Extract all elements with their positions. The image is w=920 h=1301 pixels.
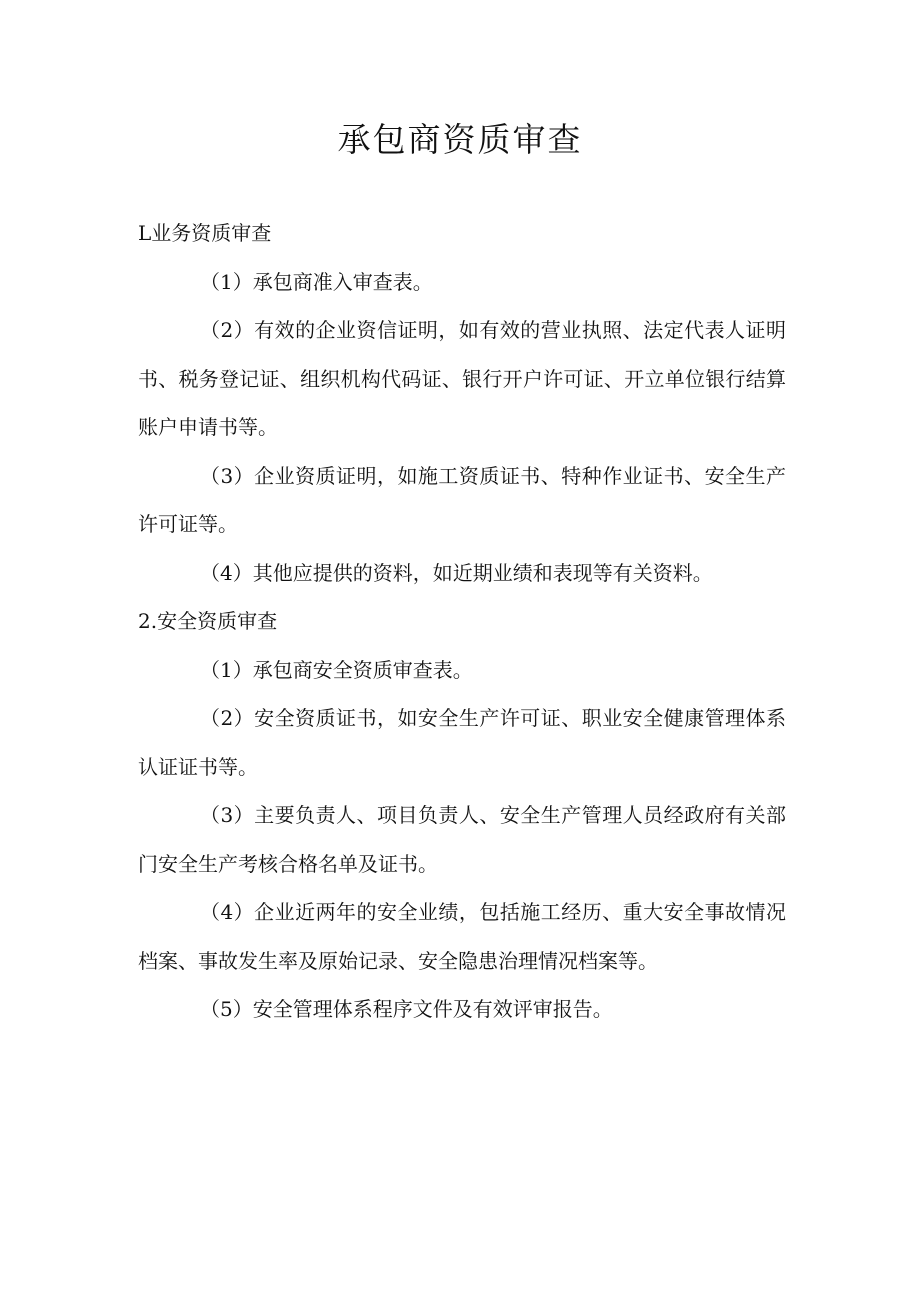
- paragraph: （5）安全管理体系程序文件及有效评审报告。: [200, 997, 613, 1021]
- paragraph: （2）有效的企业资信证明，如有效的营业执照、法定代表人证明书、税务登记证、组织机构代码证、银行开户许可证、开立单位银行结算账户申请书等。: [138, 318, 786, 439]
- section-heading-business: L业务资质审查: [138, 221, 272, 245]
- paragraph: （1）承包商安全资质审查表。: [200, 657, 473, 682]
- paragraph: （4）企业近两年的安全业绩，包括施工经历、重大安全事故情况档案、事故发生率及原始记录、安全隐患治理情况档案等。: [138, 900, 786, 973]
- paragraph: （4）其他应提供的资料，如近期业绩和表现等有关资料。: [200, 560, 713, 585]
- paragraph: （1）承包商准入审查表。: [200, 269, 433, 294]
- document-body: [138, 209, 786, 1034]
- paragraph: （2）安全资质证书，如安全生产许可证、职业安全健康管理体系认证证书等。: [138, 706, 786, 779]
- section-heading-safety: 2.安全资质审查: [138, 609, 278, 633]
- paragraph: （3）企业资质证明，如施工资质证书、特种作业证书、安全生产许可证等。: [138, 463, 786, 536]
- page-title: 承包商资质审查: [337, 120, 583, 159]
- paragraph: （3）主要负责人、项目负责人、安全生产管理人员经政府有关部门安全生产考核合格名单及证书。: [138, 803, 786, 876]
